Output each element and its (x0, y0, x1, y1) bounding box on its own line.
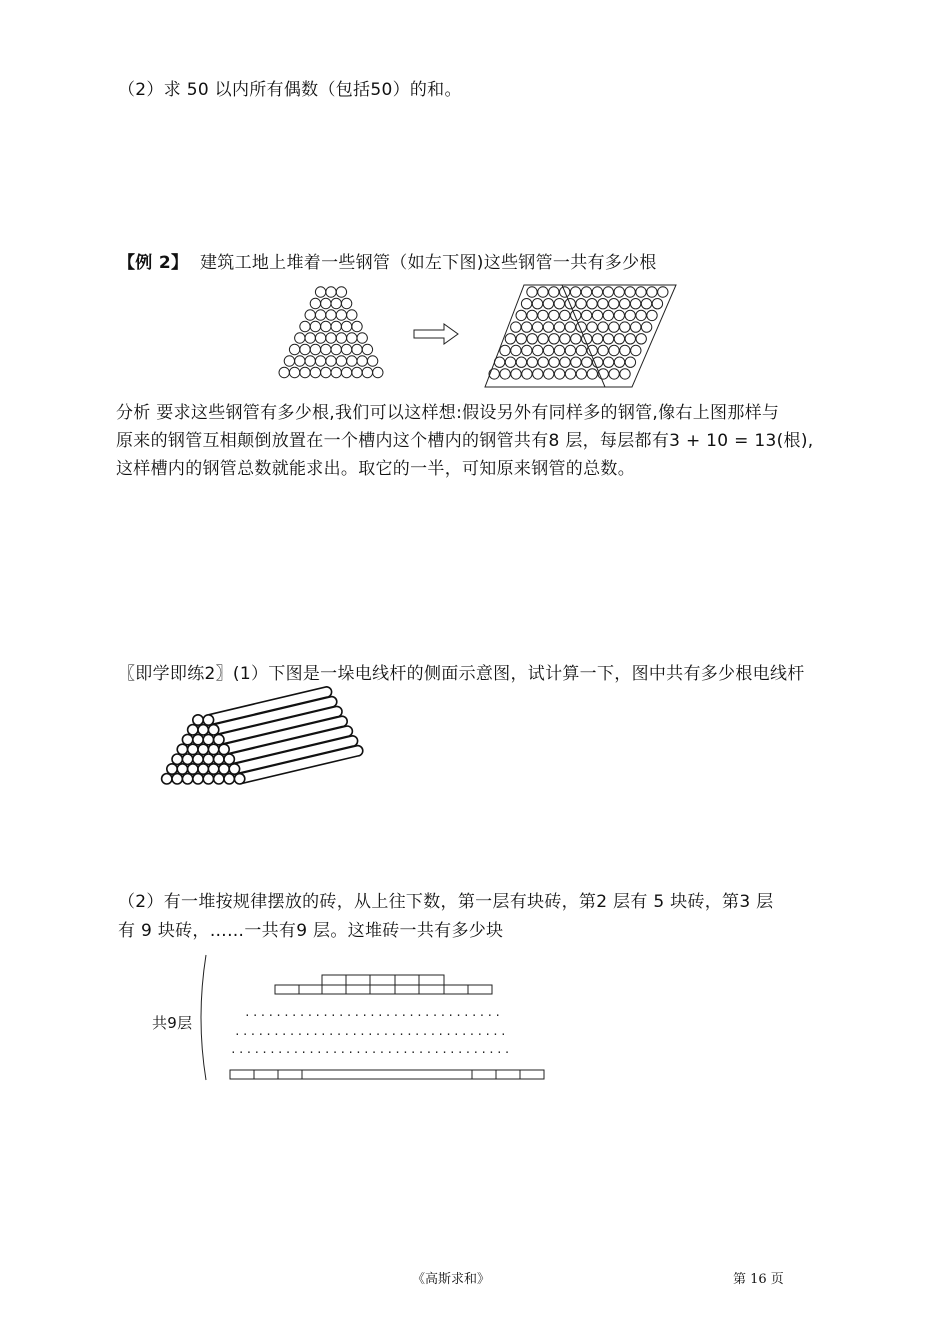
pole-end-circle (198, 725, 208, 735)
brace-icon (201, 955, 206, 1080)
pipe-circle (341, 298, 351, 308)
pipe-circle (636, 334, 646, 344)
triangle-pipe-stack (279, 287, 383, 378)
pipe-circle (560, 310, 570, 320)
practice-line: 〖即学即练2〗(1）下图是一垛电线杆的侧面示意图，试计算一下，图中共有多少根电线杆 (118, 664, 805, 684)
pole-bodies (208, 687, 362, 784)
pipe-circle (315, 356, 325, 366)
analysis-line-2: 原来的钢管互相颠倒放置在一个槽内这个槽内的钢管共有8 层，每层都有3 + 10 = 13(根), (116, 431, 814, 451)
pipe-circle (326, 333, 336, 343)
pipe-circle (630, 299, 640, 309)
pipe-circle (357, 333, 367, 343)
pole-end-circle (177, 764, 187, 774)
top-brick-layers (275, 975, 492, 994)
ellipsis-row-1: ................................. (244, 1006, 503, 1019)
pole-end-circle (193, 734, 203, 744)
pipe-circle (543, 299, 553, 309)
pipe-circle (533, 369, 543, 379)
pipe-circle (315, 333, 325, 343)
pipe-circle (295, 356, 305, 366)
pipe-circle (321, 367, 331, 377)
pipe-circle (341, 367, 351, 377)
pole-end-circle (172, 774, 182, 784)
pipe-circle (522, 322, 532, 332)
pipe-circle (295, 333, 305, 343)
bottom-brick-layer (230, 1070, 544, 1079)
pipe-circle (284, 356, 294, 366)
pole-body (224, 716, 347, 754)
pole-ends (162, 715, 245, 784)
pipe-circle (505, 334, 515, 344)
pipe-circle (305, 333, 315, 343)
footer-page-number: 第 16 页 (733, 1272, 784, 1287)
pipe-circle (527, 310, 537, 320)
pipe-circle (341, 344, 351, 354)
pole-end-circle (208, 744, 218, 754)
pipe-circle (543, 322, 553, 332)
pipe-circle (565, 369, 575, 379)
pipe-circle (603, 310, 613, 320)
analysis-line-3: 这样槽内的钢管总数就能求出。取它的一半，可知原来钢管的总数。 (116, 459, 635, 479)
pole-end-circle (167, 764, 177, 774)
pole-end-circle (203, 754, 213, 764)
pipe-circle (565, 345, 575, 355)
pipe-circle (367, 356, 377, 366)
pipe-circle (310, 298, 320, 308)
pipe-circle (362, 344, 372, 354)
pole-end-circle (182, 774, 192, 784)
pole-end-circle (182, 734, 192, 744)
pipe-circle (331, 344, 341, 354)
pole-end-circle (193, 754, 203, 764)
pipe-circle (538, 357, 548, 367)
pipe-circle (516, 310, 526, 320)
pipe-circle (565, 322, 575, 332)
pipe-circle (598, 345, 608, 355)
pole-end-circle (182, 754, 192, 764)
pipe-circle (582, 357, 592, 367)
pipe-circle (609, 299, 619, 309)
pipe-circle (582, 334, 592, 344)
pipe-circle (614, 334, 624, 344)
pole-end-circle (203, 774, 213, 784)
pipe-circle (494, 357, 504, 367)
pipe-circle (576, 345, 586, 355)
pipe-circle (511, 369, 521, 379)
pipe-circle (636, 310, 646, 320)
pipe-circle (505, 357, 515, 367)
pipe-circle (598, 322, 608, 332)
pipe-circle (592, 334, 602, 344)
pipe-circle (560, 357, 570, 367)
pipe-circle (647, 310, 657, 320)
pipe-circle (576, 322, 586, 332)
pipe-circle (576, 299, 586, 309)
pole-end-circle (198, 744, 208, 754)
pipe-circle (289, 367, 299, 377)
pole-end-circle (214, 754, 224, 764)
pipe-circle (554, 322, 564, 332)
pipe-circle (516, 357, 526, 367)
pipe-circle (315, 287, 325, 297)
pipe-circle (310, 321, 320, 331)
pipe-circle (614, 310, 624, 320)
pipe-circle (549, 334, 559, 344)
pole-body (208, 687, 331, 725)
pipe-circle (300, 321, 310, 331)
pipe-circle (527, 357, 537, 367)
pipe-circle (331, 298, 341, 308)
pole-body (229, 726, 352, 764)
pipe-circle (625, 287, 635, 297)
pole-end-circle (224, 754, 234, 764)
pipe-circle (326, 356, 336, 366)
pipe-circle (500, 345, 510, 355)
pipe-circle (647, 287, 657, 297)
pole-end-circle (229, 764, 239, 774)
pipe-circle (587, 299, 597, 309)
pipe-circle (625, 357, 635, 367)
pole-end-circle (162, 774, 172, 784)
pipe-circle (549, 357, 559, 367)
pipe-circle (592, 310, 602, 320)
pipe-circle (544, 369, 554, 379)
pipe-circle (362, 367, 372, 377)
ellipsis-row-3: .................................... (230, 1043, 512, 1056)
question-2-line: （2）求 50 以内所有偶数（包括50）的和。 (118, 80, 462, 100)
pipe-circle (500, 369, 510, 379)
pole-end-circle (214, 734, 224, 744)
pipe-circle (533, 345, 543, 355)
pipe-circle (321, 298, 331, 308)
pipe-circle (571, 334, 581, 344)
pipe-circle (315, 310, 325, 320)
pipe-circle (565, 299, 575, 309)
pipe-circle (300, 367, 310, 377)
pole-body (240, 746, 363, 784)
pole-end-circle (208, 725, 218, 735)
pipe-circle (587, 322, 597, 332)
pipe-circle (576, 369, 586, 379)
layers-label: 共9层 (152, 1014, 193, 1032)
pole-body (234, 736, 357, 774)
example-2-heading (118, 250, 657, 276)
pipe-circle (336, 310, 346, 320)
pipe-circle (538, 287, 548, 297)
pipe-circle (592, 287, 602, 297)
pipe-circle (603, 287, 613, 297)
pipe-circle (331, 367, 341, 377)
pole-body (214, 697, 337, 735)
pole-end-circle (188, 764, 198, 774)
pipe-circle (641, 299, 651, 309)
right-arrow-icon (414, 324, 458, 344)
pipe-circle (373, 367, 383, 377)
pole-end-circle (224, 774, 234, 784)
pole-end-circle (203, 734, 213, 744)
pipe-circle (571, 310, 581, 320)
pipe-circle (538, 334, 548, 344)
pipe-circle (554, 369, 564, 379)
pipe-circle (549, 310, 559, 320)
pipe-circle (522, 369, 532, 379)
pole-end-circle (188, 725, 198, 735)
pipe-circle (310, 367, 320, 377)
pipe-circle (609, 345, 619, 355)
pipe-circle (609, 369, 619, 379)
pole-end-circle (177, 744, 187, 754)
pipe-circle (511, 345, 521, 355)
pipe-circle (336, 356, 346, 366)
pipe-circle (581, 310, 591, 320)
pipe-circle (305, 356, 315, 366)
pipe-circle (620, 345, 630, 355)
example-label: 【例 2】 (118, 253, 189, 273)
pipe-circle (326, 310, 336, 320)
pipe-circle (352, 321, 362, 331)
pipe-circle (357, 356, 367, 366)
pipe-circle (279, 367, 289, 377)
example-text: 建筑工地上堆着一些钢管（如左下图)这些钢管一共有多少根 (199, 253, 657, 273)
pole-end-circle (214, 774, 224, 784)
pole-end-circle (188, 744, 198, 754)
pole-end-circle (172, 754, 182, 764)
pipe-circle (347, 356, 357, 366)
pipe-circle (347, 333, 357, 343)
pipe-circle (289, 344, 299, 354)
pipe-circle (310, 344, 320, 354)
pipe-circle (625, 310, 635, 320)
parallelogram-outline (485, 285, 676, 387)
analysis-line-1: 分析 要求这些钢管有多少根,我们可以这样想:假设另外有同样多的钢管,像右上图那样与 (116, 403, 780, 423)
pipe-circle (614, 357, 624, 367)
pipe-circle (587, 345, 597, 355)
footer-title: 《高斯求和》 (412, 1272, 491, 1287)
pipe-circle (522, 345, 532, 355)
pipe-circle (521, 299, 531, 309)
pipe-circle (570, 287, 580, 297)
pole-end-circle (208, 764, 218, 774)
pipe-circle (300, 344, 310, 354)
pipe-circle (352, 367, 362, 377)
pipe-circle (336, 287, 346, 297)
pipe-circle (560, 334, 570, 344)
bricks-line-2: 有 9 块砖，……一共有9 层。这堆砖一共有多少块 (118, 921, 504, 941)
pipe-circle (587, 369, 597, 379)
ellipsis-row-2: ................................... (234, 1025, 508, 1038)
pipe-circle (554, 345, 564, 355)
pipe-circle (516, 334, 526, 344)
pipe-circle (347, 310, 357, 320)
pipe-circle (620, 369, 630, 379)
pipe-circle (641, 322, 651, 332)
pipe-circle (652, 299, 662, 309)
pole-end-circle (219, 744, 229, 754)
pipe-circle (609, 322, 619, 332)
bricks-line-1: （2）有一堆按规律摆放的砖，从上往下数，第一层有块砖，第2 层有 5 块砖，第3 层 (118, 892, 774, 912)
pipe-circle (658, 287, 668, 297)
pole-end-circle (193, 715, 203, 725)
pipe-circle (581, 287, 591, 297)
pipe-circle (305, 310, 315, 320)
pipe-circle (527, 287, 537, 297)
pipe-circle (321, 321, 331, 331)
pipe-circle (620, 322, 630, 332)
pole-end-circle (193, 774, 203, 784)
pole-end-circle (219, 764, 229, 774)
pipe-circle (631, 345, 641, 355)
pole-end-circle (198, 764, 208, 774)
pipe-circle (527, 334, 537, 344)
pipe-circle (489, 369, 499, 379)
pipe-circle (636, 287, 646, 297)
pipe-circle (543, 345, 553, 355)
pipe-circle (603, 357, 613, 367)
pipe-circle (538, 310, 548, 320)
pipe-circle (593, 357, 603, 367)
pipe-circle (631, 322, 641, 332)
parallelogram-pipe-stack (489, 287, 668, 379)
pipe-circle (620, 299, 630, 309)
pipe-circle (614, 287, 624, 297)
pipe-circle (511, 322, 521, 332)
pole-end-circle (203, 715, 213, 725)
pipe-circle (532, 299, 542, 309)
pipe-circle (321, 344, 331, 354)
pipe-circle (598, 299, 608, 309)
pipe-circle (352, 344, 362, 354)
pipe-circle (598, 369, 608, 379)
pipe-circle (625, 334, 635, 344)
pipe-circle (554, 299, 564, 309)
pole-end-circle (234, 774, 244, 784)
pipe-circle (331, 321, 341, 331)
pole-body (219, 706, 342, 744)
pipe-circle (560, 287, 570, 297)
pipe-circle (603, 334, 613, 344)
pipe-circle (549, 287, 559, 297)
pipe-circle (532, 322, 542, 332)
pipe-circle (336, 333, 346, 343)
pipe-circle (341, 321, 351, 331)
pipe-circle (326, 287, 336, 297)
pipe-circle (571, 357, 581, 367)
